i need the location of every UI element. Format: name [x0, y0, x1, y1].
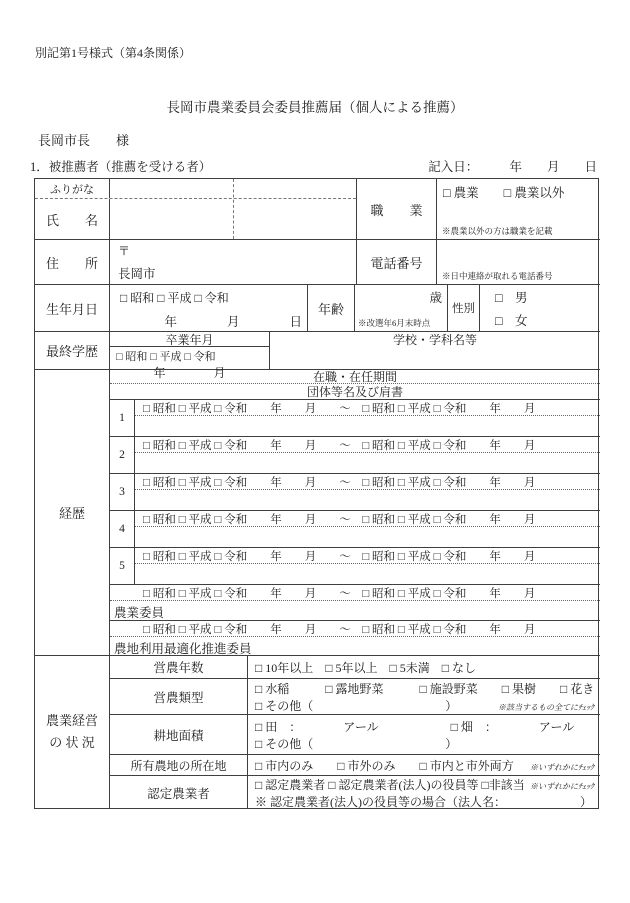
education-label: 最終学歴 [35, 332, 110, 369]
farm-section-label-line1: 農業経営 [45, 712, 98, 728]
farm-band [35, 655, 600, 808]
farmland-location-checkboxes[interactable]: □ 市内のみ □ 市外のみ □ 市内と市外両方 [255, 758, 514, 773]
graduation-date-units: 年 月 [153, 366, 226, 380]
section1-title: 1．被推薦者（推薦を受ける者） [30, 160, 212, 174]
career-era-checkboxes[interactable]: □ 昭和 □ 平成 □ 令和 年 月 ～ □ 昭和 □ 平成 □ 令和 年 月 [135, 548, 600, 564]
career-era-checkboxes[interactable]: □ 昭和 □ 平成 □ 令和 年 月 ～ □ 昭和 □ 平成 □ 令和 年 月 [135, 474, 600, 490]
career-row-number: 5 [110, 548, 135, 584]
career-row-2 [110, 436, 600, 473]
career-band [35, 369, 600, 655]
career-era-checkboxes[interactable]: □ 昭和 □ 平成 □ 令和 年 月 ～ □ 昭和 □ 平成 □ 令和 年 月 [135, 437, 600, 453]
phone-note: ※日中連絡が取れる電話番号 [442, 271, 553, 281]
phone-input-area[interactable] [437, 240, 600, 284]
farming-years-label: 営農年数 [110, 656, 248, 678]
career-org-input-area[interactable] [135, 564, 600, 584]
certified-farmer-corp-paren: ） [579, 794, 592, 809]
addressee: 長岡市長 様 [38, 133, 130, 148]
certified-farmer-label: 認定農業者 [110, 776, 248, 809]
farming-years-row [110, 656, 600, 678]
sex-male-checkbox[interactable]: □ 男 [495, 290, 528, 305]
career-org-input-area[interactable] [135, 527, 600, 547]
farming-type-other-checkbox[interactable]: □ その他（ ） [255, 698, 458, 713]
cultivated-area-label: 耕地面積 [110, 715, 248, 754]
certified-farmer-corp-name[interactable]: ※ 認定農業者(法人)の役員等の場合（法人名： [255, 794, 506, 809]
certified-farmer-checkboxes[interactable]: □ 認定農業者 □ 認定農業者(法人)の役員等 □非該当 [255, 777, 525, 792]
career-org-header: 団体等名及び肩書 [306, 385, 403, 399]
career-org-input-area[interactable] [135, 416, 600, 436]
career-fixed-role: 農業委員 [114, 606, 165, 620]
career-era-checkboxes[interactable]: □ 昭和 □ 平成 □ 令和 年 月 ～ □ 昭和 □ 平成 □ 令和 年 月 [110, 585, 600, 601]
career-org-input-area[interactable] [135, 490, 600, 510]
career-row-4 [110, 510, 600, 547]
birth-date-input-area[interactable] [110, 285, 308, 331]
career-row-5 [110, 547, 600, 584]
age-label: 年齢 [308, 285, 355, 331]
career-row-1 [110, 399, 600, 436]
career-label: 経歴 [35, 370, 110, 655]
form-code: 別記第1号様式（第4条関係） [35, 46, 192, 60]
address-band [35, 239, 600, 284]
birth-band [35, 284, 600, 331]
cultivated-area-checkboxes[interactable]: □ 田 ： アール □ 畑 ： アール [255, 719, 575, 734]
name-left-group [35, 179, 357, 239]
farming-type-checkboxes[interactable]: □ 水稲 □ 露地野菜 □ 施設野菜 □ 果樹 □ 花き [255, 681, 595, 696]
furigana-label: ふりがな [35, 179, 110, 198]
school-column [270, 332, 600, 369]
career-era-checkboxes[interactable]: □ 昭和 □ 平成 □ 令和 年 月 ～ □ 昭和 □ 平成 □ 令和 年 月 [135, 511, 600, 527]
farmland-location-row [110, 754, 600, 775]
school-header: 学校・学科名等 [392, 333, 477, 347]
farmland-location-label: 所有農地の所在地 [110, 755, 248, 775]
birth-era-checkboxes[interactable]: □ 昭和 □ 平成 □ 令和 [120, 291, 229, 305]
farmland-location-note: ※いずれかにﾁｪｯｸ [530, 762, 594, 772]
career-row-3 [110, 473, 600, 510]
address-input-area[interactable] [110, 240, 357, 284]
farming-type-note: ※該当するもの全てにﾁｪｯｸ [498, 702, 594, 712]
address-label: 住 所 [35, 240, 110, 284]
cultivated-area-row [110, 714, 600, 754]
farming-type-row [110, 678, 600, 714]
farming-years-checkboxes[interactable]: □ 10年以上 □ 5年以上 □ 5未満 □ なし [255, 660, 476, 675]
age-unit: 歳 [429, 291, 442, 305]
farm-body [110, 656, 600, 808]
career-row-number: 1 [110, 400, 135, 436]
certified-farmer-note: ※いずれかにﾁｪｯｸ [530, 781, 594, 791]
career-org-input-area[interactable] [135, 453, 600, 473]
sex-cell [480, 285, 600, 331]
career-row-optimization-promoter [110, 620, 600, 656]
postal-mark: 〒 [118, 244, 131, 258]
age-note: ※改選年6月末時点 [358, 318, 431, 328]
occupation-cell [437, 179, 600, 239]
farm-section-label-line2: の 状 況 [49, 735, 95, 750]
name-band [35, 179, 600, 239]
graduation-header: 卒業年月 [110, 332, 269, 347]
career-fixed-role: 農地利用最適化推進委員 [114, 642, 252, 656]
graduation-column [110, 332, 270, 380]
section-line [30, 157, 600, 175]
recommendee-table [34, 178, 599, 809]
cultivated-area-other-checkbox[interactable]: □ その他（ ） [255, 736, 458, 751]
sex-female-checkbox[interactable]: □ 女 [495, 313, 528, 328]
birth-label: 生年月日 [35, 285, 110, 331]
form-title: 長岡市農業委員会委員推薦届（個人による推薦） [166, 100, 464, 115]
school-input-area[interactable] [270, 347, 600, 369]
graduation-era-checkboxes[interactable]: □ 昭和 □ 平成 □ 令和 [116, 351, 216, 363]
occupation-label: 職 業 [357, 179, 437, 239]
birth-date-units: 年 月 日 [164, 315, 302, 329]
farming-type-label: 営農類型 [110, 679, 248, 714]
phone-label: 電話番号 [357, 240, 437, 284]
career-row-agriculture-committee [110, 584, 600, 620]
occupation-note: ※農業以外の方は職業を記載 [442, 226, 553, 236]
name-label: 氏 名 [35, 199, 110, 239]
name-cell-divider [233, 179, 234, 239]
name-row [35, 199, 356, 239]
sex-label: 性別 [448, 285, 480, 331]
furigana-row [35, 179, 356, 199]
career-row-number: 4 [110, 511, 135, 547]
career-era-checkboxes[interactable]: □ 昭和 □ 平成 □ 令和 年 月 ～ □ 昭和 □ 平成 □ 令和 年 月 [110, 621, 600, 637]
career-era-checkboxes[interactable]: □ 昭和 □ 平成 □ 令和 年 月 ～ □ 昭和 □ 平成 □ 令和 年 月 [135, 400, 600, 416]
career-body [110, 370, 600, 655]
occupation-checkboxes[interactable]: □ 農業 □ 農業以外 [443, 186, 565, 200]
certified-farmer-row [110, 775, 600, 809]
career-period-header: 在職・在任期間 [110, 370, 600, 384]
career-row-number: 2 [110, 437, 135, 473]
address-city-prefix: 長岡市 [118, 267, 156, 281]
entry-date[interactable]: 記入日： 年 月 日 [428, 160, 597, 174]
age-input-area[interactable] [355, 285, 448, 331]
farm-section-label [35, 656, 110, 808]
career-row-number: 3 [110, 474, 135, 510]
